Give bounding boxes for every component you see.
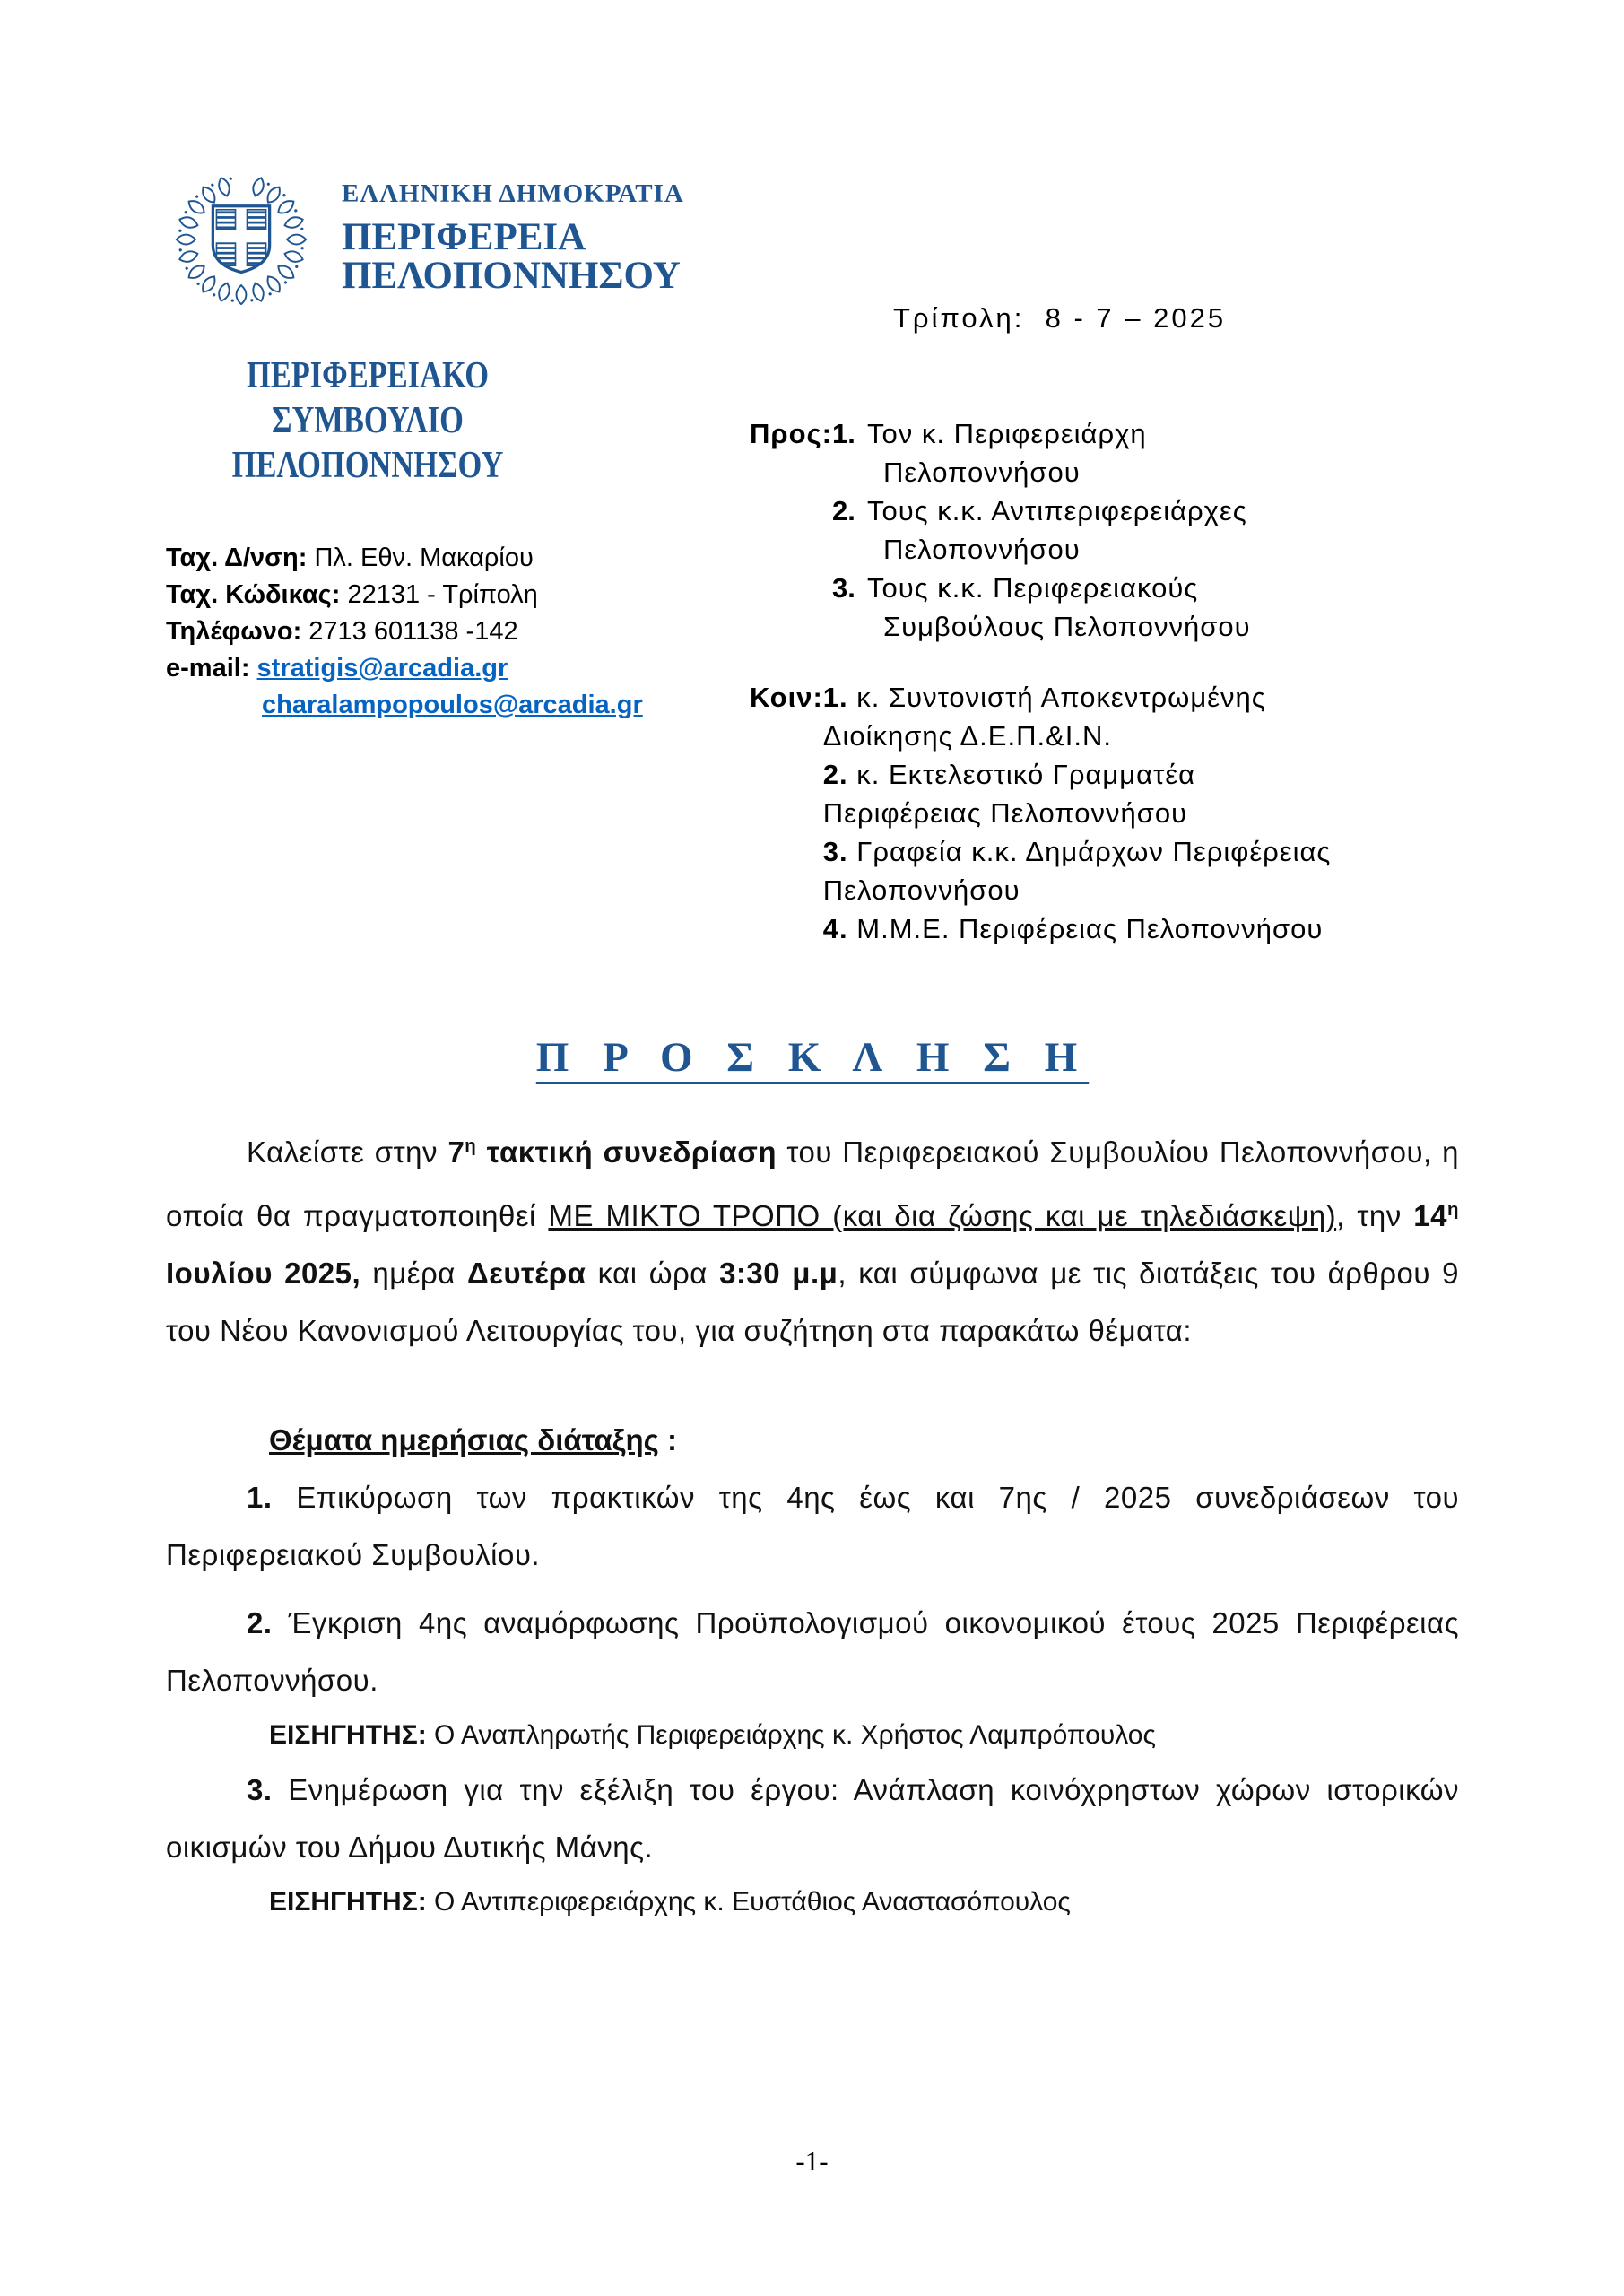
item-text: Τον κ. Περιφερειάρχη Πελοποννήσου (866, 418, 1147, 488)
paragraph-text: 14 (1413, 1199, 1447, 1232)
list-item (823, 755, 1361, 832)
page-number: -1- (795, 2145, 829, 2177)
coat-of-arms-icon (166, 170, 317, 305)
agenda-item (166, 1761, 1459, 1876)
rapporteur-name: Ο Αντιπεριφερειάρχης κ. Ευστάθιος Αναστασόπουλος (426, 1887, 1071, 1917)
item-number: 3. (822, 836, 848, 867)
rapporteur-name: Ο Αναπληρωτής Περιφερειάρχης κ. Χρήστος Λαμπρόπουλος (426, 1720, 1156, 1750)
paragraph-text: Καλείστε στην (247, 1135, 448, 1169)
paragraph-text: η (465, 1135, 477, 1156)
list-item (832, 414, 1332, 491)
item-number: 3. (247, 1773, 273, 1806)
agenda-heading (166, 1412, 1459, 1469)
recipients-koin (750, 678, 1521, 948)
region-title-line1: ΠΕΡΙΦΕΡΕΙΑ (342, 216, 586, 258)
item-number: 1. (831, 418, 855, 449)
paragraph-text: Ιουλίου 2025, (166, 1257, 361, 1290)
document-body (166, 1033, 1459, 1928)
paragraph-text: , και σύμφωνα με τις διατάξεις του άρθρου 9 του Νέου Κανονισμού Λειτουργίας του, για συζήτηση στα παρακάτω θέματα: (166, 1257, 1459, 1347)
item-text: Μ.Μ.Ε. Περιφέρειας Πελοποννήσου (847, 913, 1324, 944)
item-number: 2. (822, 759, 848, 790)
region-title-line2: ΠΕΛΟΠΟΝΝΗΣΟΥ (342, 255, 681, 297)
list-item (832, 491, 1332, 569)
date-line: Τρίπολη: 8 - 7 – 2025 (893, 302, 1227, 334)
agenda-heading-colon: : (658, 1423, 677, 1457)
item-number: 1. (247, 1481, 273, 1514)
paragraph-text: του Περιφερειακού Συμβουλίου Πελοποννήσου, η οποία θα πραγματοποιηθεί (166, 1135, 1459, 1232)
rapporteur-label: ΕΙΣΗΓΗΤΗΣ: (269, 1720, 427, 1750)
republic-title: ΕΛΛΗΝΙΚΗ ΔΗΜΟΚΡΑΤΙΑ (342, 179, 684, 208)
item-text: Τους κ.κ. Περιφερειακούς Συμβούλους Πελοποννήσου (866, 572, 1251, 642)
koin-list (823, 678, 1361, 948)
item-number: 1. (822, 682, 848, 713)
paragraph-text: η (1447, 1199, 1459, 1220)
page-title-text: Π Ρ Ο Σ Κ Λ Η Σ Η (535, 1034, 1090, 1081)
item-text: Ενημέρωση για την εξέλιξη του έργου: Ανάπλαση κοινόχρηστων χώρων ιστορικών οικισμών του Δήμου Δυτικής Μάνης. (166, 1773, 1459, 1864)
letterhead-left (166, 170, 758, 724)
item-text: Γραφεία κ.κ. Δημάρχων Περιφέρειας Πελοποννήσου (822, 836, 1332, 906)
item-number: 3. (831, 572, 855, 604)
agenda-heading-text: Θέματα ημερήσιας διάταξης (269, 1423, 659, 1457)
list-item (832, 569, 1332, 646)
list-item (823, 909, 1361, 948)
item-text: κ. Συντονιστή Αποκεντρωμένης Διοίκησης Δ.Ε.Π.&Ι.Ν. (822, 682, 1266, 752)
postal-address-row (166, 540, 758, 577)
email-row (166, 650, 758, 687)
council-title-line2: ΠΕΛΟΠΟΝΝΗΣΟΥ (231, 445, 504, 486)
recipients-pros (750, 414, 1521, 646)
phone-row (166, 613, 758, 650)
rapporteur-line (166, 1709, 1459, 1761)
email-link-1[interactable]: stratigis@arcadia.gr (256, 654, 508, 683)
koin-label: Κοιν: (750, 682, 823, 713)
paragraph-text: τακτική συνεδρίαση (476, 1135, 777, 1169)
zip-label: Ταχ. Κώδικας: (166, 580, 341, 609)
item-number: 2. (831, 495, 855, 526)
rapporteur-label: ΕΙΣΗΓΗΤΗΣ: (269, 1887, 427, 1917)
council-title-line1: ΠΕΡΙΦΕΡΕΙΑΚΟ ΣΥΜΒΟΥΛΙΟ (246, 355, 490, 441)
contact-block (166, 540, 758, 724)
paragraph-text: ημέρα (360, 1257, 467, 1290)
item-text: Έγκριση 4ης αναμόρφωσης Προϋπολογισμού οικονομικού έτους 2025 Περιφέρειας Πελοποννήσου. (166, 1606, 1459, 1697)
paragraph-text: 3:30 μ.μ (719, 1257, 838, 1290)
email-link-2[interactable]: charalampopoulos@arcadia.gr (262, 691, 643, 719)
pros-list (832, 414, 1332, 646)
paragraph-text: ΜΕ ΜΙΚΤΟ ΤΡΟΠΟ (και δια ζώσης και με τηλεδιάσκεψη) (548, 1199, 1337, 1232)
postal-address-label: Ταχ. Δ/νση: (166, 544, 308, 572)
letterhead-right (750, 299, 1521, 948)
rapporteur-line (166, 1876, 1459, 1928)
item-number: 2. (247, 1606, 273, 1639)
paragraph-text: Δευτέρα (466, 1257, 586, 1290)
invitation-paragraph (166, 1118, 1459, 1360)
agenda-item (166, 1469, 1459, 1584)
hellenic-republic-logo (166, 170, 758, 305)
agenda-item (166, 1595, 1459, 1709)
zip-row (166, 577, 758, 613)
paragraph-text: , την (1336, 1199, 1414, 1232)
list-item (823, 678, 1361, 755)
council-title (203, 353, 534, 488)
postal-address-value: Πλ. Εθν. Μακαρίου (314, 544, 534, 572)
item-text: Τους κ.κ. Αντιπεριφερειάρχες Πελοποννήσου (866, 495, 1247, 565)
item-text: κ. Εκτελεστικό Γραμματέα Περιφέρειας Πελοποννήσου (822, 759, 1196, 829)
page-title (166, 1033, 1459, 1082)
paragraph-text: και ώρα (586, 1257, 720, 1290)
item-text: Επικύρωση των πρακτικών της 4ης έως και 7ης / 2025 συνεδριάσεων του Περιφερειακού Συμβουλίου. (166, 1481, 1459, 1571)
item-number: 4. (822, 913, 848, 944)
paragraph-text: 7 (447, 1135, 465, 1169)
pros-label: Προς: (750, 418, 832, 449)
email-label: e-mail: (166, 654, 250, 683)
logo-text (342, 170, 684, 295)
list-item (823, 832, 1361, 909)
email-row-2 (166, 687, 758, 724)
phone-value: 2713 601138 -142 (308, 617, 518, 646)
phone-label: Τηλέφωνο: (166, 617, 302, 646)
zip-value: 22131 - Τρίπολη (347, 580, 538, 609)
